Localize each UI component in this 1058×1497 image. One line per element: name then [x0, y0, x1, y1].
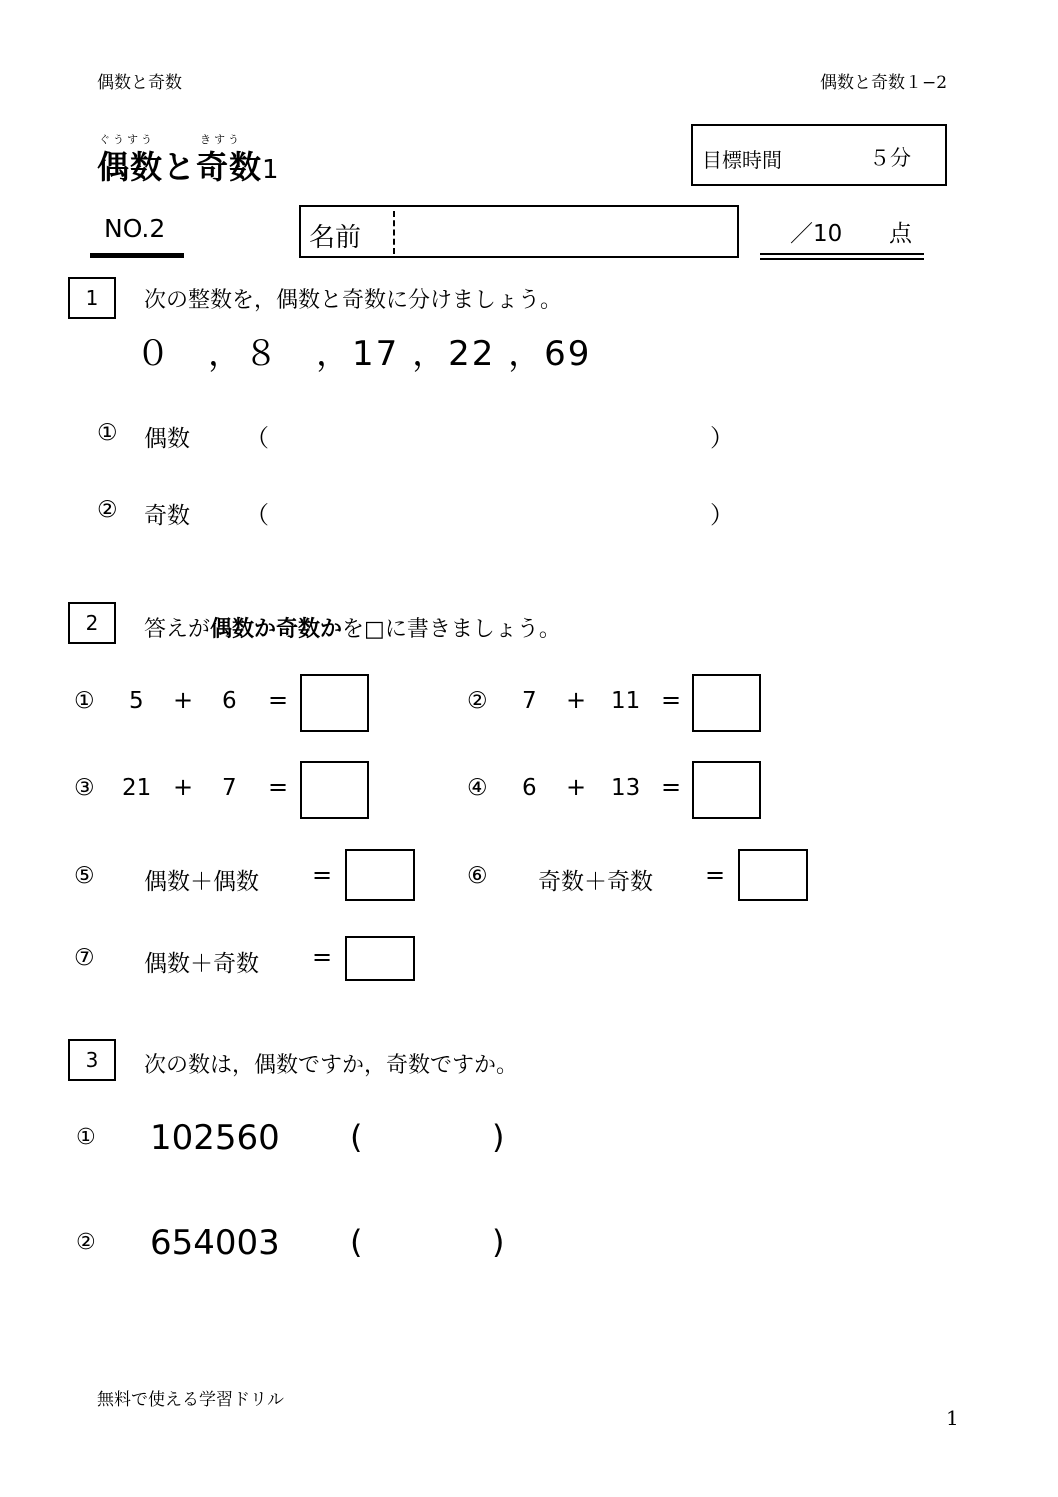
problem-3-op: +: [173, 773, 194, 801]
problem-3-eq: =: [268, 773, 289, 801]
score-underline-1: [760, 253, 924, 255]
section1-item-2-close: ）: [710, 501, 734, 529]
section1-item-1-answer[interactable]: [280, 418, 710, 450]
page-title-text: 偶数と奇数: [97, 148, 263, 186]
problem-4-b: 13: [611, 775, 641, 801]
problem-4-answer-box[interactable]: [692, 761, 761, 819]
section3-number: 3: [68, 1039, 116, 1081]
section1-number: 1: [68, 277, 116, 319]
page-title-number: 1: [262, 155, 280, 185]
name-label: 名前: [309, 223, 362, 253]
problem-5-answer-box[interactable]: [345, 849, 415, 901]
section1-item-1-close: ）: [710, 424, 734, 452]
problem-7-eq: =: [312, 943, 333, 971]
problem-3-a: 21: [122, 775, 152, 801]
name-box: [299, 205, 739, 258]
target-time-label: 目標時間: [702, 148, 782, 172]
problem-3-mark: ③: [74, 775, 95, 801]
score-total: ／10: [790, 221, 843, 247]
problem-6-expr: 奇数＋奇数: [538, 869, 653, 895]
score-unit: 点: [889, 221, 912, 247]
page-number: 1: [946, 1406, 959, 1430]
problem-6-mark: ⑥: [467, 863, 488, 889]
problem-2-b: 11: [611, 688, 641, 714]
section1-item-1-label: 偶数: [144, 426, 190, 452]
problem-2-a: 7: [522, 688, 537, 714]
section2-instruction: [144, 612, 561, 643]
section3-item-1-open: (: [350, 1118, 363, 1156]
section3-item-1-mark: ①: [76, 1125, 96, 1150]
section2-number: 2: [68, 602, 116, 644]
problem-5-eq: =: [312, 861, 333, 889]
section2-instruction-pre: 答えが: [144, 617, 211, 642]
problem-1-answer-box[interactable]: [300, 674, 369, 732]
problem-6-eq: =: [705, 861, 726, 889]
section1-item-2-open: （: [245, 501, 269, 529]
section3-item-1-value: 102560: [150, 1118, 280, 1158]
sheet-number-underline: [90, 253, 184, 258]
section3-instruction: 次の数は，偶数ですか，奇数ですか。: [144, 1053, 519, 1078]
title-ruby-kisuu: きすう: [200, 133, 242, 146]
problem-2-eq: =: [661, 686, 682, 714]
problem-5-expr: 偶数＋偶数: [144, 869, 259, 895]
section3-item-2-answer[interactable]: [375, 1225, 485, 1263]
problem-1-b: 6: [222, 688, 237, 714]
section3-item-1-close: ): [492, 1118, 505, 1156]
score-underline-2: [760, 258, 924, 260]
target-time-box: [691, 124, 947, 186]
section2-instruction-bold: 偶数か奇数か: [210, 617, 343, 642]
problem-3-b: 7: [222, 775, 237, 801]
problem-2-mark: ②: [467, 688, 488, 714]
name-divider: [393, 211, 395, 254]
problem-2-op: +: [566, 686, 587, 714]
section1-item-1-mark: ①: [97, 420, 118, 446]
section1-number-list: ０ ，８ ，17 ，22 ，69: [136, 334, 592, 374]
problem-7-mark: ⑦: [74, 945, 95, 971]
problem-7-expr: 偶数＋奇数: [144, 951, 259, 977]
section1-item-2-answer[interactable]: [280, 495, 710, 527]
title-ruby-guusuu: ぐうすう: [99, 133, 155, 146]
problem-1-op: +: [173, 686, 194, 714]
section1-item-2-mark: ②: [97, 497, 118, 523]
target-time-value: ５分: [869, 146, 911, 170]
section1-item-1-open: （: [245, 424, 269, 452]
problem-4-mark: ④: [467, 775, 488, 801]
problem-4-eq: =: [661, 773, 682, 801]
section2-instruction-post: を□に書きましょう。: [342, 617, 561, 642]
problem-4-op: +: [566, 773, 587, 801]
header-right: 偶数と奇数１−2: [820, 73, 948, 93]
problem-1-mark: ①: [74, 688, 95, 714]
problem-6-answer-box[interactable]: [738, 849, 808, 901]
problem-4-a: 6: [522, 775, 537, 801]
page-title: [97, 142, 280, 188]
section3-item-2-close: ): [492, 1223, 505, 1261]
problem-1-a: 5: [129, 688, 144, 714]
section1-instruction: 次の整数を，偶数と奇数に分けましょう。: [144, 288, 563, 313]
problem-2-answer-box[interactable]: [692, 674, 761, 732]
footer-text: 無料で使える学習ドリル: [97, 1390, 284, 1410]
problem-1-eq: =: [268, 686, 289, 714]
section3-item-2-open: (: [350, 1223, 363, 1261]
header-left: 偶数と奇数: [97, 73, 182, 93]
name-input-area[interactable]: [399, 211, 729, 254]
problem-3-answer-box[interactable]: [300, 761, 369, 819]
problem-5-mark: ⑤: [74, 863, 95, 889]
section1-item-2-label: 奇数: [144, 503, 190, 529]
section3-item-1-answer[interactable]: [375, 1120, 485, 1158]
section3-item-2-value: 654003: [150, 1223, 280, 1263]
section3-item-2-mark: ②: [76, 1230, 96, 1255]
problem-7-answer-box[interactable]: [345, 936, 415, 981]
sheet-number: NO.2: [104, 214, 166, 243]
